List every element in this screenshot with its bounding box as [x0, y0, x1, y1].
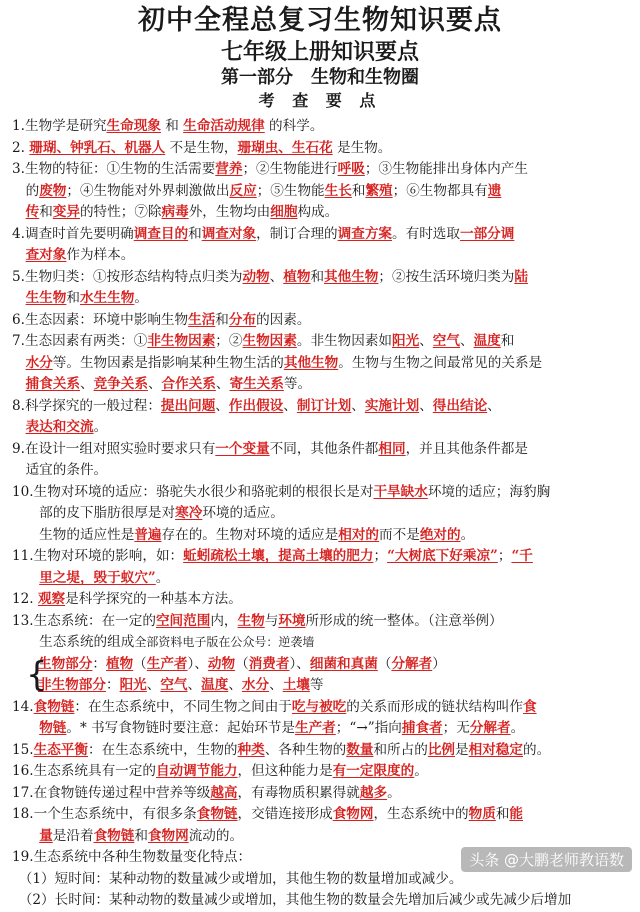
answer-text: 种类 [237, 741, 265, 758]
answer-text: 作出假设 [228, 397, 284, 414]
plain-text: ； [497, 548, 512, 564]
plain-text: 是科学探究的一种基本方法。 [65, 591, 242, 607]
section-heading: 考 查 要 点 [258, 91, 382, 110]
text-line [12, 310, 634, 332]
plain-text: （1）短时间：某种动物的数量减少或增加，其他生物的数量增加或减少。 [12, 870, 463, 887]
answer-text: 普遍 [134, 526, 162, 543]
answer-text: 查对象 [25, 247, 67, 263]
plain-text: （ [133, 655, 147, 672]
answer-text: 传 [25, 204, 40, 220]
plain-text: ；④生物能对外界刺激做出 [66, 182, 230, 199]
text-line [12, 589, 634, 611]
plain-text: 作为样本。 [66, 247, 135, 263]
text-line [12, 632, 634, 654]
plain-text: 的特性；⑦除 [79, 204, 162, 220]
plain-text: ；⑥生物都具有 [392, 182, 488, 199]
text-line [12, 568, 634, 590]
text-line [12, 396, 634, 418]
text-line [12, 783, 634, 805]
text-line [12, 202, 634, 224]
text-line [12, 718, 634, 740]
answer-text: 表达和交流 [25, 419, 94, 435]
plain-text: 等 [309, 677, 324, 693]
text-line [12, 374, 634, 396]
plain-text: 18.一个生态系统中，有很多条 [12, 806, 197, 822]
brace-icon: { [26, 654, 48, 695]
plain-text [12, 570, 39, 586]
plain-text: 。有时选取 [392, 225, 460, 242]
answer-text: 温度 [201, 677, 229, 693]
plain-text: 的因素。 [256, 311, 311, 328]
text-line [12, 181, 634, 203]
answer-text: 调查方案 [337, 225, 393, 242]
plain-text [12, 828, 39, 844]
answer-text: 制订计划 [296, 397, 352, 414]
plain-text: 所形成的统一整体。（注意举例） [305, 612, 503, 629]
plain-text: 和 [188, 225, 202, 242]
plain-text: 和 [66, 290, 80, 306]
plain-text: （ [377, 655, 392, 672]
text-line [12, 245, 634, 267]
plain-text: ；③生物能排出身体内产生 [364, 161, 528, 177]
part-heading: 第一部分 生物和生物圈 [221, 67, 419, 88]
ecosystem-composition [12, 654, 634, 697]
answer-text: 得出结论 [432, 397, 488, 414]
plain-text: 和 [215, 311, 229, 328]
answer-text: 调查对象 [201, 225, 257, 242]
answer-text: 捕食关系 [25, 376, 80, 392]
answer-text: 实施计划 [364, 397, 420, 414]
text-line [12, 503, 634, 525]
plain-text: 、 [187, 677, 202, 693]
text-line [12, 826, 634, 848]
plain-text: 16.生态系统具有一定的 [12, 763, 156, 779]
points-block-1 [12, 116, 634, 654]
text-line [12, 482, 634, 504]
plain-text: 14. [12, 698, 34, 715]
answer-text: 水生生物 [79, 290, 135, 306]
plain-text: 存在的。生物对环境的适应是 [161, 526, 339, 543]
text-line [12, 804, 634, 826]
plain-text: 15. [12, 741, 34, 758]
plain-text: 5.生物归类：①按形态结构特点归类为 [12, 268, 243, 285]
plain-text [12, 376, 26, 392]
answer-text: 生物部分 [38, 655, 93, 672]
plain-text [12, 204, 26, 220]
plain-text: ）、 [289, 655, 310, 672]
answer-text: 食物链 [33, 698, 75, 715]
plain-text: 与 [264, 612, 279, 629]
answer-text: 珊瑚虫、生石花 [237, 139, 333, 156]
plain-text: 、 [419, 333, 433, 349]
plain-text: 内， [210, 612, 238, 629]
answer-text: 生生物 [25, 290, 67, 306]
text-line [12, 761, 634, 783]
plain-text: ； [373, 548, 388, 564]
plain-text: 等。 [283, 376, 312, 392]
plain-text: ） [432, 655, 446, 672]
page-title: 初中全程总复习生物知识要点 [138, 5, 502, 36]
answer-text: 提出问题 [160, 397, 216, 414]
text-line [12, 331, 634, 353]
answer-text: 病毒 [161, 204, 189, 220]
answer-text: 呼吸 [337, 161, 365, 177]
answer-text: 水分 [25, 354, 53, 371]
plain-text [12, 720, 39, 736]
plain-text [12, 419, 26, 435]
answer-text: 变异 [52, 204, 80, 220]
answer-text: “大树底下好乘凉” [387, 548, 498, 564]
text-line [12, 138, 634, 160]
plain-text: 11.生物对环境的影响，如： [12, 548, 184, 564]
answer-text: 细胞 [270, 204, 298, 220]
plain-text: 、 [79, 376, 94, 392]
plain-text: ）、 [187, 655, 208, 672]
answer-text: 反应 [229, 182, 257, 199]
answer-text: 阳光 [119, 677, 147, 693]
plain-text: 构成。 [297, 204, 339, 220]
answer-text: 生物 [237, 612, 265, 629]
answer-text: 其他生物 [324, 268, 379, 285]
plain-text: 。非生物因素如 [296, 333, 393, 349]
answer-text: 里之堤，毁于蚁穴” [39, 569, 156, 586]
plain-text: （2）长时间：某种动物的数量减少或增加，其他生物的数量会先增加后减少或先减少后增加 [12, 892, 572, 908]
plain-text [12, 355, 26, 371]
text-line [12, 159, 634, 181]
plain-text: 和所占的 [373, 741, 428, 758]
plain-text: 、各种生物的 [264, 741, 347, 758]
answer-text: 能 [509, 806, 523, 822]
answer-text: 调查目的 [133, 225, 189, 242]
answer-text: 食物链 [196, 806, 238, 822]
answer-text: 数量 [346, 741, 374, 758]
plain-text: ，交错连接形成 [237, 806, 333, 822]
answer-text: 物质 [468, 806, 496, 822]
answer-text: 细菌和真菌 [309, 655, 378, 672]
plain-text: 生物的适应性是 [12, 526, 135, 543]
plain-text: 、 [215, 376, 230, 392]
plain-text: ，但这种能力是 [237, 763, 333, 779]
answer-text: 绝对的 [419, 526, 461, 543]
plain-text: 是沿着 [52, 827, 94, 844]
plain-text: 是 [455, 741, 469, 758]
text-line [12, 224, 634, 246]
answer-text: 一个变量 [215, 440, 270, 457]
answer-text: 食物网 [147, 827, 189, 844]
plain-text: 是生物。 [332, 139, 392, 156]
answer-text: 量 [39, 827, 53, 844]
answer-text: 食 [523, 698, 537, 715]
answer-text: 温度 [473, 333, 501, 349]
plain-text: ；② [215, 333, 243, 349]
answer-text: 生命现象 [106, 118, 161, 134]
answer-text: 营养 [215, 161, 243, 177]
answer-text: 废物 [39, 182, 67, 199]
plain-text: 部的皮下脂肪很厚是对 [12, 505, 176, 521]
plain-text: 和 [134, 827, 148, 844]
plain-text: 适宜的条件。 [12, 462, 108, 478]
answer-text: 植物 [283, 268, 311, 285]
plain-text: ；⑤生物能 [256, 182, 325, 199]
plain-text: 、 [215, 397, 229, 414]
plain-text: 1.生物学是研究 [12, 118, 107, 134]
plain-text: 12. [12, 591, 38, 607]
answer-text: 空气 [432, 333, 460, 349]
text-line [12, 611, 634, 633]
overlay-note: 全部资料电子版在公众号：逆袭墙 [134, 635, 315, 649]
answer-text: 观察 [37, 591, 66, 607]
plain-text: ： [105, 677, 120, 693]
points-block-2 [12, 697, 634, 912]
plain-text: 6.生态因素：环境中影响生物 [12, 311, 189, 328]
answer-text: 比例 [427, 741, 456, 758]
plain-text: 。 [387, 784, 401, 801]
plain-text: （ [235, 655, 249, 672]
answer-text: 动物 [242, 268, 270, 285]
page-subtitle: 七年级上册知识要点 [220, 39, 419, 65]
plain-text: ，有毒物质积累得就 [237, 784, 360, 801]
text-line [38, 675, 634, 697]
answer-text: 有一定限度的 [332, 763, 415, 779]
plain-text: 9.在设计一组对照实验时要求只有 [12, 440, 216, 457]
plain-text: 。 [460, 526, 475, 543]
answer-text: 植物 [105, 655, 134, 672]
answer-text: 非生物因素 [147, 333, 216, 349]
answer-text: 分解者 [391, 655, 433, 672]
plain-text: 17.在食物链传递过程中营养等级 [12, 784, 211, 801]
plain-text: 和 [39, 204, 53, 220]
knowledge-points [12, 116, 634, 912]
plain-text: 环境的适应。 [202, 505, 284, 521]
answer-text: 生产者 [295, 720, 336, 736]
plain-text: ；“→”指向 [335, 720, 402, 736]
plain-text: 流动的。 [188, 827, 244, 844]
plain-text: 、 [459, 333, 474, 349]
plain-text [12, 290, 26, 306]
text-line [38, 654, 634, 676]
plain-text [12, 247, 26, 263]
answer-text: 环境 [278, 612, 306, 629]
plain-text: 生态系统的组成 [12, 634, 135, 650]
plain-text: 7.生态因素有两类：① [12, 333, 148, 349]
plain-text: 、 [419, 397, 433, 414]
plain-text: 而不是 [379, 526, 420, 543]
answer-text: 合作关系 [161, 376, 216, 392]
plain-text: ；②按生活环境归类为 [378, 268, 515, 285]
answer-text: “千 [511, 548, 533, 564]
answer-text: 生物因素 [242, 333, 297, 349]
answer-text: 食物网 [332, 806, 374, 822]
plain-text: 、 [351, 397, 365, 414]
plain-text: ；无 [442, 720, 470, 736]
answer-text: 食物链 [93, 827, 135, 844]
answer-text: 繁殖 [365, 182, 393, 199]
answer-text: 竞争关系 [93, 376, 148, 392]
plain-text: ；②生物能进行 [242, 161, 338, 177]
answer-text: 一部分调 [459, 225, 515, 242]
plain-text: ：在生态系统中，生物的 [88, 741, 238, 758]
plain-text: 和 [310, 268, 325, 285]
plain-text: 和 [500, 333, 515, 349]
text-line [12, 353, 634, 375]
plain-text: 的关系而形成的链状结构叫作 [346, 698, 523, 715]
plain-text: 8.科学探究的一般过程： [12, 397, 161, 414]
plain-text: 不是生物， [165, 139, 238, 156]
answer-text: 水分 [241, 677, 270, 693]
answer-text: 干旱缺水 [373, 483, 428, 500]
answer-text: 相同 [378, 440, 406, 457]
plain-text: ： [92, 655, 106, 672]
answer-text: 非生物部分 [38, 677, 106, 693]
answer-text: 物链 [39, 720, 67, 736]
plain-text: 和 [351, 182, 366, 199]
answer-text: 生命活动规律 [183, 118, 265, 134]
answer-text: 阳光 [392, 333, 420, 349]
plain-text: 和 [495, 806, 510, 822]
text-line [12, 288, 634, 310]
plain-text: 等。生物因素是指影响某种生物生活的 [52, 354, 284, 371]
plain-text: 的。 [523, 741, 551, 758]
plain-text: 。* 书写食物链时要注意：起始环节是 [66, 720, 295, 736]
plain-text: 3.生物的特征：①生物的生活需要 [12, 161, 216, 177]
answer-text: 陆 [514, 268, 528, 285]
answer-text: 相对稳定 [468, 741, 523, 758]
answer-text: 遗 [487, 182, 502, 199]
text-line [12, 546, 634, 568]
plain-text: 外，生物均由 [188, 204, 271, 220]
answer-text: 吃与被吃 [291, 698, 347, 715]
answer-text: 越多 [359, 784, 388, 801]
answer-text: 动物 [207, 655, 236, 672]
plain-text: 。 [414, 763, 428, 779]
plain-text: 19.生态系统中各种生物数量变化特点： [12, 849, 252, 865]
plain-text: 的科学。 [264, 118, 324, 134]
answer-text: 生态平衡 [33, 741, 88, 758]
answer-text: 寄生关系 [229, 376, 284, 392]
text-line [12, 417, 634, 439]
text-line [12, 267, 634, 289]
plain-text: 和 [160, 118, 184, 134]
answer-text: 其他生物 [283, 354, 339, 371]
plain-text: 、 [146, 677, 161, 693]
plain-text: 环境的适应；海豹胸 [427, 483, 551, 500]
answer-text: 空气 [160, 677, 188, 693]
plain-text: 不同，其他条件都 [269, 440, 379, 457]
plain-text: 4.调查时首先要明确 [12, 225, 134, 242]
answer-text: 捕食者 [401, 720, 443, 736]
plain-text: 2. [12, 139, 30, 156]
answer-text: 生长 [324, 182, 352, 199]
answer-text: 消费者 [248, 655, 290, 672]
composition-lines [38, 654, 634, 697]
plain-text: ，制订合理的 [256, 225, 338, 242]
answer-text: 自动调节能力 [155, 763, 238, 779]
text-line [12, 439, 634, 461]
plain-text: ，并且其他条件都是 [405, 440, 528, 457]
plain-text: 。 [155, 569, 170, 586]
plain-text: 、 [228, 677, 242, 693]
plain-text: ：在生态系统中，不同生物之间由于 [74, 698, 292, 715]
answer-text: 分布 [228, 311, 257, 328]
answer-text: 相对的 [338, 526, 380, 543]
plain-text: 、 [147, 376, 162, 392]
text-line [12, 460, 634, 482]
plain-text: 。 [510, 720, 525, 736]
answer-text: 生活 [188, 311, 216, 328]
text-line [12, 116, 634, 138]
plain-text: 的 [12, 182, 40, 199]
plain-text: 、 [269, 677, 283, 693]
plain-text: 13.生态系统：在一定的 [12, 612, 156, 629]
watermark: 头条 @大鹏老师教语数 [461, 847, 632, 872]
text-line [12, 525, 634, 547]
plain-text: 、 [283, 397, 297, 414]
answer-text: 分解者 [469, 720, 511, 736]
answer-text: 土壤 [282, 677, 310, 693]
plain-text: 、 [487, 397, 501, 414]
plain-text: 。 [134, 290, 148, 306]
answer-text: 寒冷 [175, 505, 203, 521]
answer-text: 蚯蚓疏松土壤，提高土壤的肥力 [183, 548, 374, 564]
text-line [12, 697, 634, 719]
plain-text: 、 [269, 268, 284, 285]
plain-text: ，生态系统中的 [373, 806, 469, 822]
plain-text: 10.生物对环境的适应：骆驼失水很少和骆驼刺的根很长是对 [12, 483, 374, 500]
plain-text: 。生物与生物之间最常见的关系是 [338, 354, 543, 371]
plain-text: 。 [93, 419, 108, 435]
answer-text: 生产者 [146, 655, 188, 672]
text-line [12, 740, 634, 762]
answer-text: 空间范围 [155, 612, 211, 629]
answer-text: 珊瑚、钟乳石、机器人 [29, 139, 166, 156]
text-line [12, 890, 634, 912]
answer-text: 越高 [210, 784, 238, 801]
